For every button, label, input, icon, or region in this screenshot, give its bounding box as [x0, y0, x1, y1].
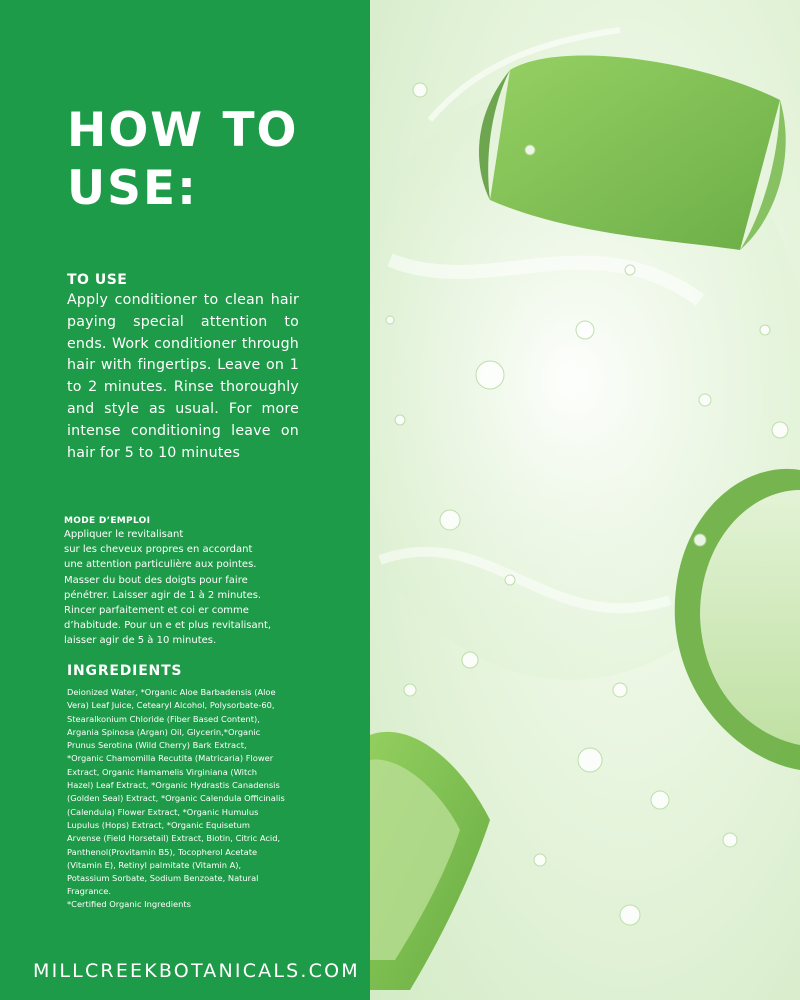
website-url: MILLCREEKBOTANICALS.COM — [33, 960, 360, 982]
to-use-body: Apply conditioner to clean hair paying special attention to ends. Work conditioner through hair with fingertips. Leave on 1 to 2 minutes. Rinse thoroughly and style as usual. For more intense conditioning leave on hair for 5 to 10 minutes — [67, 292, 299, 461]
mode-emploi-body: Appliquer le revitalisant sur les cheveux propres en accordant une attention particulière aux pointes. Masser du bout des doigts pour faire pénétrer. Laisser agir de 1 à 2 minutes. Rincer parfaitement et coi er comme d’habitude. Pour un e et plus revitalisant, laisser agir de 5 à 10 minutes. — [64, 529, 272, 647]
ingredients-title: INGREDIENTS — [67, 663, 183, 679]
page-heading: HOW TO USE: — [67, 103, 299, 216]
ingredients-list: Deionized Water, *Organic Aloe Barbadensis (Aloe Vera) Leaf Juice, Cetearyl Alcohol, Polysorbate-60, Stearalkonium Chloride (Fiber Based Content), Argania Spinosa (Argan) Oil, Glycerin,*Organic Prunus Serotina (Wild Cherry) Bark Extract, *Organic Chamomilla Recutita (Matricaria) Flower Extract, Organic Hamamelis Virginiana (Witch Hazel) Leaf Extract, *Organic Hydrastis Canadensis (Golden Seal) Extract, *Organic Calendula Officinalis (Calendula) Flower Extract, *Organic Humulus Lupulus (Hops) Extract, *Organic Equisetum Arvense (Field Horsetail) Extract, Biotin, Citric Acid, Panthenol(Provitamin B5), Tocopherol Acetate (Vitamin E), Retinyl palmitate (Vitamin A), Potassium Sorbate, Sodium Benzoate, Natural Fragrance. — [67, 687, 285, 897]
text-panel — [0, 0, 370, 1000]
aloe-illustration — [370, 0, 800, 1000]
aloe-slice-bottom — [370, 732, 490, 990]
to-use-title: TO USE — [67, 272, 128, 288]
ingredients-note: *Certified Organic Ingredients — [67, 899, 191, 909]
mode-emploi-title: MODE D’EMPLOI — [64, 516, 151, 526]
aloe-image — [370, 0, 800, 1000]
